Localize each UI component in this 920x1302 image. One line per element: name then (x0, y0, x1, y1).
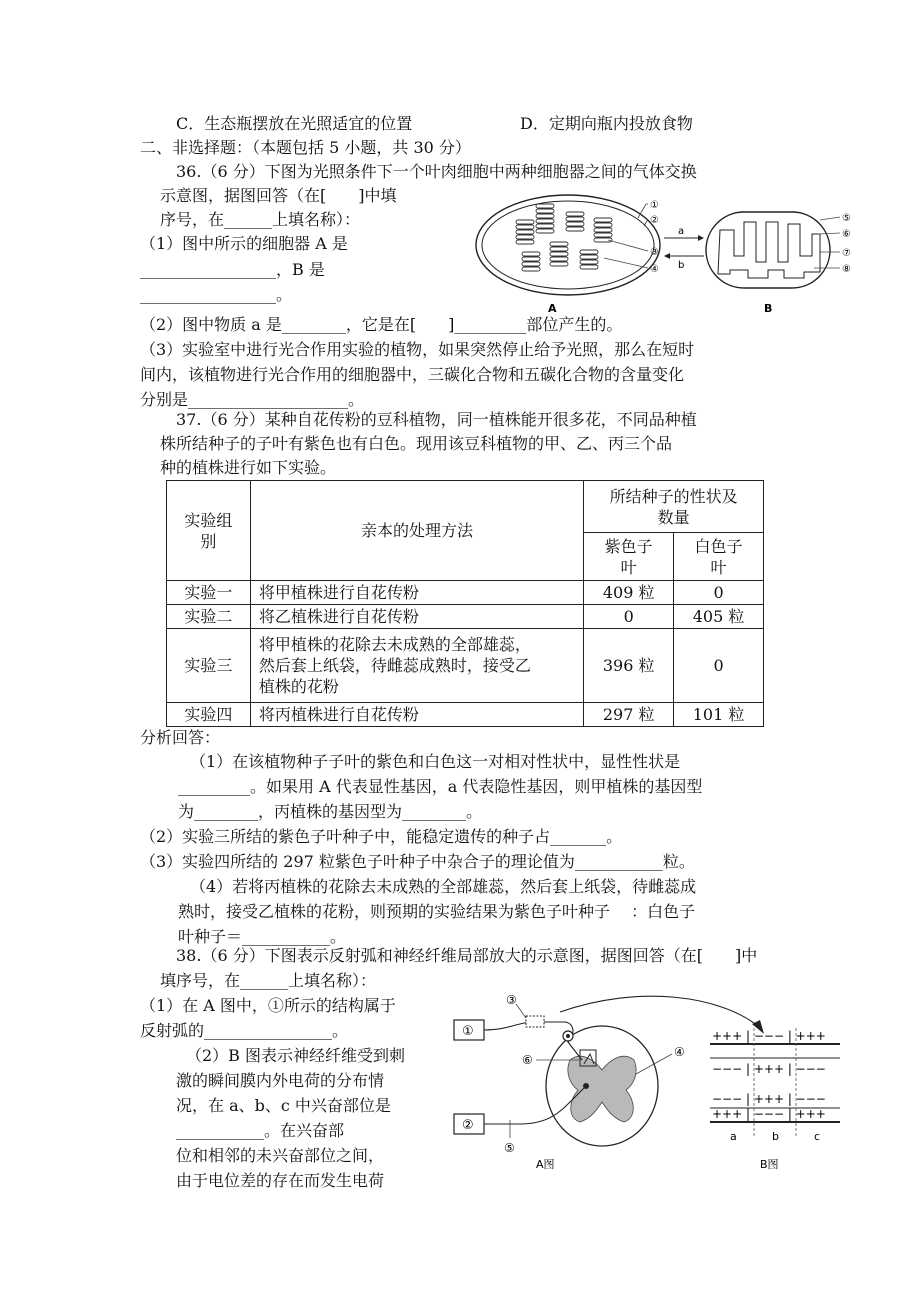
q36-line1: 36.（6 分）下图为光照条件下一个叶肉细胞中两种细胞器之间的气体交换 (176, 162, 697, 181)
experiment-table (166, 480, 764, 727)
q38-line2: 填序号，在______上填名称）： (160, 971, 377, 990)
q36-p1a: （1）图中所示的细胞器 A 是 (140, 234, 348, 253)
q37-line2: 株所结种子的子叶有紫色也有白色。现用该豆科植物的甲、乙、丙三个品 (160, 434, 673, 453)
header-result: 所结种子的性状及 数量 (584, 481, 764, 533)
figure-label-b: B (764, 302, 773, 315)
grana (516, 204, 612, 271)
table-header-row (167, 481, 764, 533)
row-method: 将丙植株进行自花传粉 (250, 703, 583, 727)
arrow-a-label: a (678, 226, 685, 237)
charges-outer-top: +++ | −−− | +++ (712, 1029, 826, 1043)
q37-p1c: 为________，丙植株的基因型为________。 (178, 802, 483, 821)
mito-num-7: ⑦ (842, 248, 851, 259)
label-num-5: ⑤ (504, 1141, 515, 1155)
row-purple: 0 (584, 605, 674, 629)
row-white: 0 (674, 581, 764, 605)
q38-p2d: ___________。在兴奋部 (176, 1121, 345, 1140)
charges-inner-top: −−− | +++ | −−− (712, 1062, 826, 1076)
q37-line1: 37.（6 分）某种自花传粉的豆科植物，同一植株能开很多花，不同品种植 (176, 410, 697, 429)
row-method: 将乙植株进行自花传粉 (250, 605, 583, 629)
label-num-6: ⑥ (522, 1053, 533, 1067)
label-num-3: ③ (506, 993, 517, 1007)
q36-p3a: （3）实验室中进行光合作用实验的植物，如果突然停止给予光照，那么在短时 (140, 340, 695, 359)
q36-p3c: 分别是____________________。 (140, 390, 365, 409)
box-num-2: ② (462, 1118, 474, 1133)
row-method: 将甲植株进行自花传粉 (250, 581, 583, 605)
row-name: 实验二 (167, 605, 251, 629)
row-name: 实验三 (167, 629, 251, 703)
header-group: 实验组 别 (167, 481, 251, 581)
segment-b: b (772, 1130, 779, 1143)
organelle-figure (468, 190, 868, 320)
q38-p1b: 反射弧的________________。 (140, 1021, 349, 1040)
figure-label-afig: A图 (536, 1158, 555, 1171)
mito-num-5: ⑤ (842, 213, 851, 224)
q36-p3b: 间内，该植物进行光合作用的细胞器中，三碳化合物和五碳化合物的含量变化 (140, 365, 685, 384)
q37-p3: （3）实验四所结的 297 粒紫色子叶种子中杂合子的理论值为___________粒。 (140, 852, 695, 871)
chloroplast-num-4: ④ (650, 264, 659, 275)
arrow-b-label: b (678, 260, 685, 271)
q36-line2: 示意图，据图回答（在[ ]中填 (160, 186, 397, 205)
section-heading: 二、非选择题：（本题包括 5 小题，共 30 分） (140, 138, 471, 157)
q37-p1a: （1）在该植物种子子叶的紫色和白色这一对相对性状中，显性性状是 (190, 752, 681, 771)
header-method: 亲本的处理方法 (250, 481, 583, 581)
q38-p2b: 激的瞬间膜内外电荷的分布情 (176, 1071, 385, 1090)
header-white: 白色子 叶 (674, 533, 764, 581)
chloroplast-num-1: ① (650, 200, 659, 211)
mitochondrion-cristae (718, 222, 820, 278)
q35-option-d: D．定期向瓶内投放食物 (520, 114, 693, 133)
q38-p2c: 况，在 a、b、c 中兴奋部位是 (176, 1096, 391, 1115)
q37-p4c: 叶种子＝___________。 (178, 927, 347, 946)
row-purple: 409 粒 (584, 581, 674, 605)
segment-a: a (730, 1130, 737, 1143)
row-white: 101 粒 (674, 703, 764, 727)
row-white: 405 粒 (674, 605, 764, 629)
q38-p2f: 由于电位差的存在而发生电荷 (176, 1171, 385, 1190)
row-name: 实验四 (167, 703, 251, 727)
table-row (167, 629, 764, 703)
q38-p2a: （2）B 图表示神经纤维受到刺 (186, 1046, 406, 1065)
q37-p4a: （4）若将丙植株的花除去未成熟的全部雄蕊，然后套上纸袋，待雌蕊成 (190, 877, 697, 896)
row-purple: 297 粒 (584, 703, 674, 727)
charges-inner-bottom: −−− | +++ | −−− (712, 1092, 826, 1106)
charges-outer-bottom: +++ | −−− | +++ (712, 1107, 826, 1121)
mito-num-6: ⑥ (842, 229, 851, 240)
ganglion (526, 1016, 544, 1027)
mito-num-8: ⑧ (842, 264, 851, 275)
q37-p1b: _________。如果用 A 代表显性基因，a 代表隐性基因，则甲植株的基因型 (178, 777, 703, 796)
row-white: 0 (674, 629, 764, 703)
q36-p1c: _________________。 (140, 285, 293, 304)
row-purple: 396 粒 (584, 629, 674, 703)
figure-label-a: A (548, 302, 557, 315)
q37-line3: 种的植株进行如下实验。 (160, 458, 337, 477)
q38-line1: 38.（6 分）下图表示反射弧和神经纤维局部放大的示意图，据图回答（在[ ]中 (176, 946, 758, 965)
label-num-4: ④ (674, 1045, 685, 1059)
q36-p2: （2）图中物质 a 是________，它是在[ ]_________部位产生的。 (140, 315, 623, 334)
header-purple: 紫色子 叶 (584, 533, 674, 581)
figure-label-bfig: B图 (760, 1158, 779, 1171)
row-name: 实验一 (167, 581, 251, 605)
q37-analysis: 分析回答： (140, 728, 221, 747)
reflex-arc-figure (440, 990, 850, 1180)
q35-option-c: C．生态瓶摆放在光照适宜的位置 (176, 114, 413, 133)
q37-p4b: 熟时，接受乙植株的花粉，则预期的实验结果为紫色子叶种子 ：白色子 (178, 902, 696, 921)
chloroplast-num-3: ③ (650, 247, 659, 258)
table-row (167, 605, 764, 629)
row-method: 将甲植株的花除去未成熟的全部雄蕊， 然后套上纸袋，待雌蕊成熟时，接受乙 植株的花粉 (250, 629, 583, 703)
q38-p2e: 位和相邻的未兴奋部位之间， (176, 1146, 385, 1165)
chloroplast-num-2: ② (650, 215, 659, 226)
q36-line3: 序号，在______上填名称）： (160, 210, 361, 229)
box-num-1: ① (462, 1024, 474, 1039)
q37-p2: （2）实验三所结的紫色子叶种子中，能稳定遗传的种子占_______。 (140, 827, 623, 846)
q36-p1b: _________________，B 是 (140, 260, 325, 279)
q38-p1a: （1）在 A 图中，①所示的结构属于 (140, 996, 396, 1015)
table-row (167, 703, 764, 727)
table-row (167, 581, 764, 605)
segment-c: c (814, 1130, 821, 1143)
